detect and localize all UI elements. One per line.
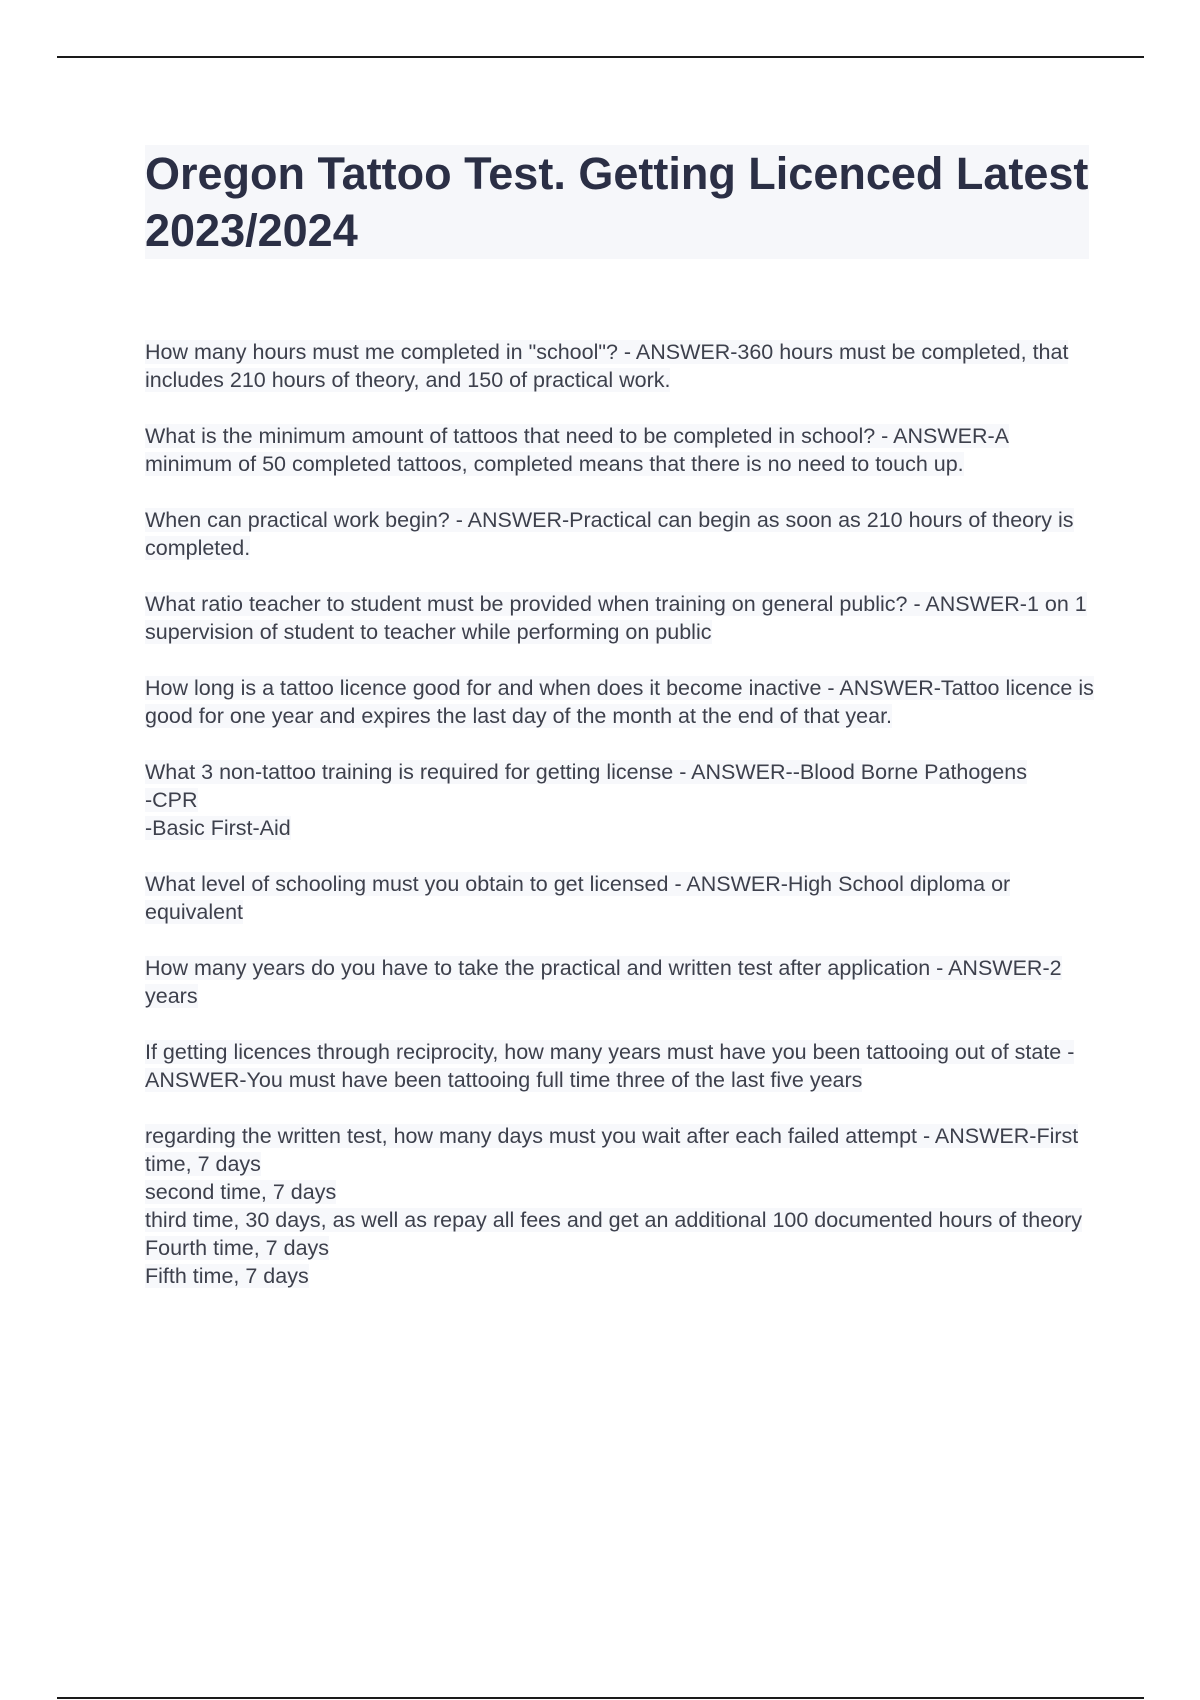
qa-text: How long is a tattoo licence good for and when does it become inactive - ANSWER-Tattoo licence is good for one year and expires the last day of the month at the end of that year. (145, 676, 1094, 728)
qa-text: What 3 non-tattoo training is required for getting license - ANSWER--Blood Borne Pathogens -CPR -Basic First-Aid (145, 760, 1027, 840)
qa-item (145, 422, 1095, 478)
title-block (145, 145, 1089, 259)
qa-item (145, 590, 1095, 646)
top-divider (57, 56, 1144, 58)
qa-text: How many hours must me completed in "school"? - ANSWER-360 hours must be completed, that includes 210 hours of theory, and 150 of practical work. (145, 340, 1069, 392)
qa-item (145, 758, 1095, 842)
document-title: Oregon Tattoo Test. Getting Licenced Latest 2023/2024 (145, 148, 1089, 256)
qa-item (145, 338, 1095, 394)
qa-item (145, 1122, 1095, 1290)
qa-text: What is the minimum amount of tattoos that need to be completed in school? - ANSWER-A minimum of 50 completed tattoos, completed means that there is no need to touch up. (145, 424, 1009, 476)
qa-item (145, 674, 1095, 730)
qa-list (145, 338, 1095, 1318)
qa-text: What ratio teacher to student must be provided when training on general public? - ANSWER-1 on 1 supervision of student to teacher while performing on public (145, 592, 1087, 644)
qa-text: If getting licences through reciprocity, how many years must have you been tattooing out of state - ANSWER-You must have been tattooing full time three of the last five years (145, 1040, 1075, 1092)
qa-item (145, 954, 1095, 1010)
qa-item (145, 1038, 1095, 1094)
qa-text: When can practical work begin? - ANSWER-Practical can begin as soon as 210 hours of theory is completed. (145, 508, 1074, 560)
bottom-divider (57, 1697, 1144, 1699)
qa-item (145, 506, 1095, 562)
qa-text: regarding the written test, how many days must you wait after each failed attempt - ANSWER-First time, 7 days second time, 7 days third time, 30 days, as well as repay all fees and get an additional 100 documented hours of theory Fourth time, 7 days Fifth time, 7 days (145, 1124, 1083, 1288)
qa-text: How many years do you have to take the practical and written test after application - ANSWER-2 years (145, 956, 1062, 1008)
qa-text: What level of schooling must you obtain to get licensed - ANSWER-High School diploma or equivalent (145, 872, 1011, 924)
qa-item (145, 870, 1095, 926)
